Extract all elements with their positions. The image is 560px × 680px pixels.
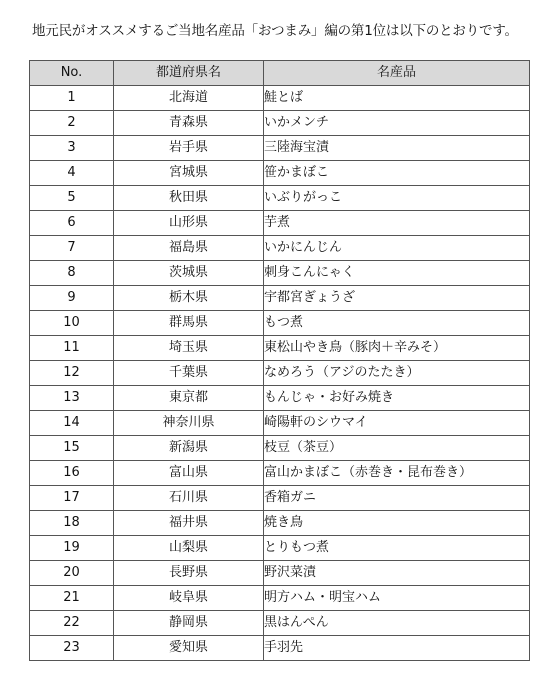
cell-product: 香箱ガニ [264,486,530,511]
cell-prefecture: 愛知県 [114,636,264,661]
cell-no: 18 [30,511,114,536]
cell-no: 10 [30,311,114,336]
cell-product: 芋煮 [264,211,530,236]
cell-no: 13 [30,386,114,411]
cell-no: 5 [30,186,114,211]
cell-prefecture: 宮城県 [114,161,264,186]
header-no: No. [30,61,114,86]
table-body [30,86,530,661]
cell-no: 20 [30,561,114,586]
table-row [30,411,530,436]
cell-prefecture: 山梨県 [114,536,264,561]
cell-prefecture: 東京都 [114,386,264,411]
table-header [30,61,530,86]
table-row [30,461,530,486]
cell-product: 黒はんぺん [264,611,530,636]
cell-product: 焼き鳥 [264,511,530,536]
cell-prefecture: 福島県 [114,236,264,261]
cell-prefecture: 新潟県 [114,436,264,461]
table-row [30,161,530,186]
cell-prefecture: 岐阜県 [114,586,264,611]
table-row [30,636,530,661]
cell-product: いかにんじん [264,236,530,261]
table-row [30,286,530,311]
cell-no: 12 [30,361,114,386]
cell-product: 枝豆（茶豆） [264,436,530,461]
cell-prefecture: 神奈川県 [114,411,264,436]
cell-no: 19 [30,536,114,561]
cell-prefecture: 石川県 [114,486,264,511]
cell-no: 21 [30,586,114,611]
table-row [30,586,530,611]
table-row [30,111,530,136]
cell-product: 崎陽軒のシウマイ [264,411,530,436]
table-row [30,336,530,361]
cell-no: 4 [30,161,114,186]
table-row [30,386,530,411]
table-row [30,261,530,286]
cell-product: 富山かまぼこ（赤巻き・昆布巻き） [264,461,530,486]
cell-product: 明方ハム・明宝ハム [264,586,530,611]
cell-no: 23 [30,636,114,661]
header-row [30,61,530,86]
cell-prefecture: 福井県 [114,511,264,536]
cell-prefecture: 秋田県 [114,186,264,211]
cell-product: 手羽先 [264,636,530,661]
table-row [30,486,530,511]
header-prefecture: 都道府県名 [114,61,264,86]
cell-no: 14 [30,411,114,436]
cell-product: 東松山やき鳥（豚肉＋辛みそ） [264,336,530,361]
ranking-table [29,60,530,661]
cell-no: 16 [30,461,114,486]
table-row [30,236,530,261]
cell-prefecture: 青森県 [114,111,264,136]
cell-no: 22 [30,611,114,636]
cell-no: 8 [30,261,114,286]
table-row [30,186,530,211]
cell-product: 刺身こんにゃく [264,261,530,286]
table-row [30,136,530,161]
cell-product: いぶりがっこ [264,186,530,211]
cell-product: もんじゃ・お好み焼き [264,386,530,411]
cell-product: いかメンチ [264,111,530,136]
cell-no: 9 [30,286,114,311]
cell-product: 宇都宮ぎょうざ [264,286,530,311]
cell-product: なめろう（アジのたたき） [264,361,530,386]
cell-no: 3 [30,136,114,161]
cell-no: 7 [30,236,114,261]
cell-product: 三陸海宝漬 [264,136,530,161]
cell-no: 2 [30,111,114,136]
cell-no: 11 [30,336,114,361]
header-product: 名産品 [264,61,530,86]
cell-prefecture: 千葉県 [114,361,264,386]
cell-no: 15 [30,436,114,461]
cell-product: 野沢菜漬 [264,561,530,586]
cell-prefecture: 静岡県 [114,611,264,636]
cell-prefecture: 茨城県 [114,261,264,286]
cell-product: 笹かまぼこ [264,161,530,186]
cell-no: 17 [30,486,114,511]
table-row [30,211,530,236]
cell-prefecture: 栃木県 [114,286,264,311]
cell-no: 1 [30,86,114,111]
cell-prefecture: 富山県 [114,461,264,486]
cell-prefecture: 岩手県 [114,136,264,161]
table-row [30,86,530,111]
cell-prefecture: 長野県 [114,561,264,586]
intro-text: 地元民がオススメするご当地名産品「おつまみ」編の第1位は以下のとおりです。 [32,23,518,39]
table-row [30,311,530,336]
table-row [30,536,530,561]
cell-product: もつ煮 [264,311,530,336]
table-row [30,511,530,536]
table-row [30,561,530,586]
cell-product: 鮭とば [264,86,530,111]
cell-no: 6 [30,211,114,236]
table-row [30,361,530,386]
cell-product: とりもつ煮 [264,536,530,561]
cell-prefecture: 埼玉県 [114,336,264,361]
table-row [30,436,530,461]
table-row [30,611,530,636]
cell-prefecture: 群馬県 [114,311,264,336]
cell-prefecture: 北海道 [114,86,264,111]
cell-prefecture: 山形県 [114,211,264,236]
